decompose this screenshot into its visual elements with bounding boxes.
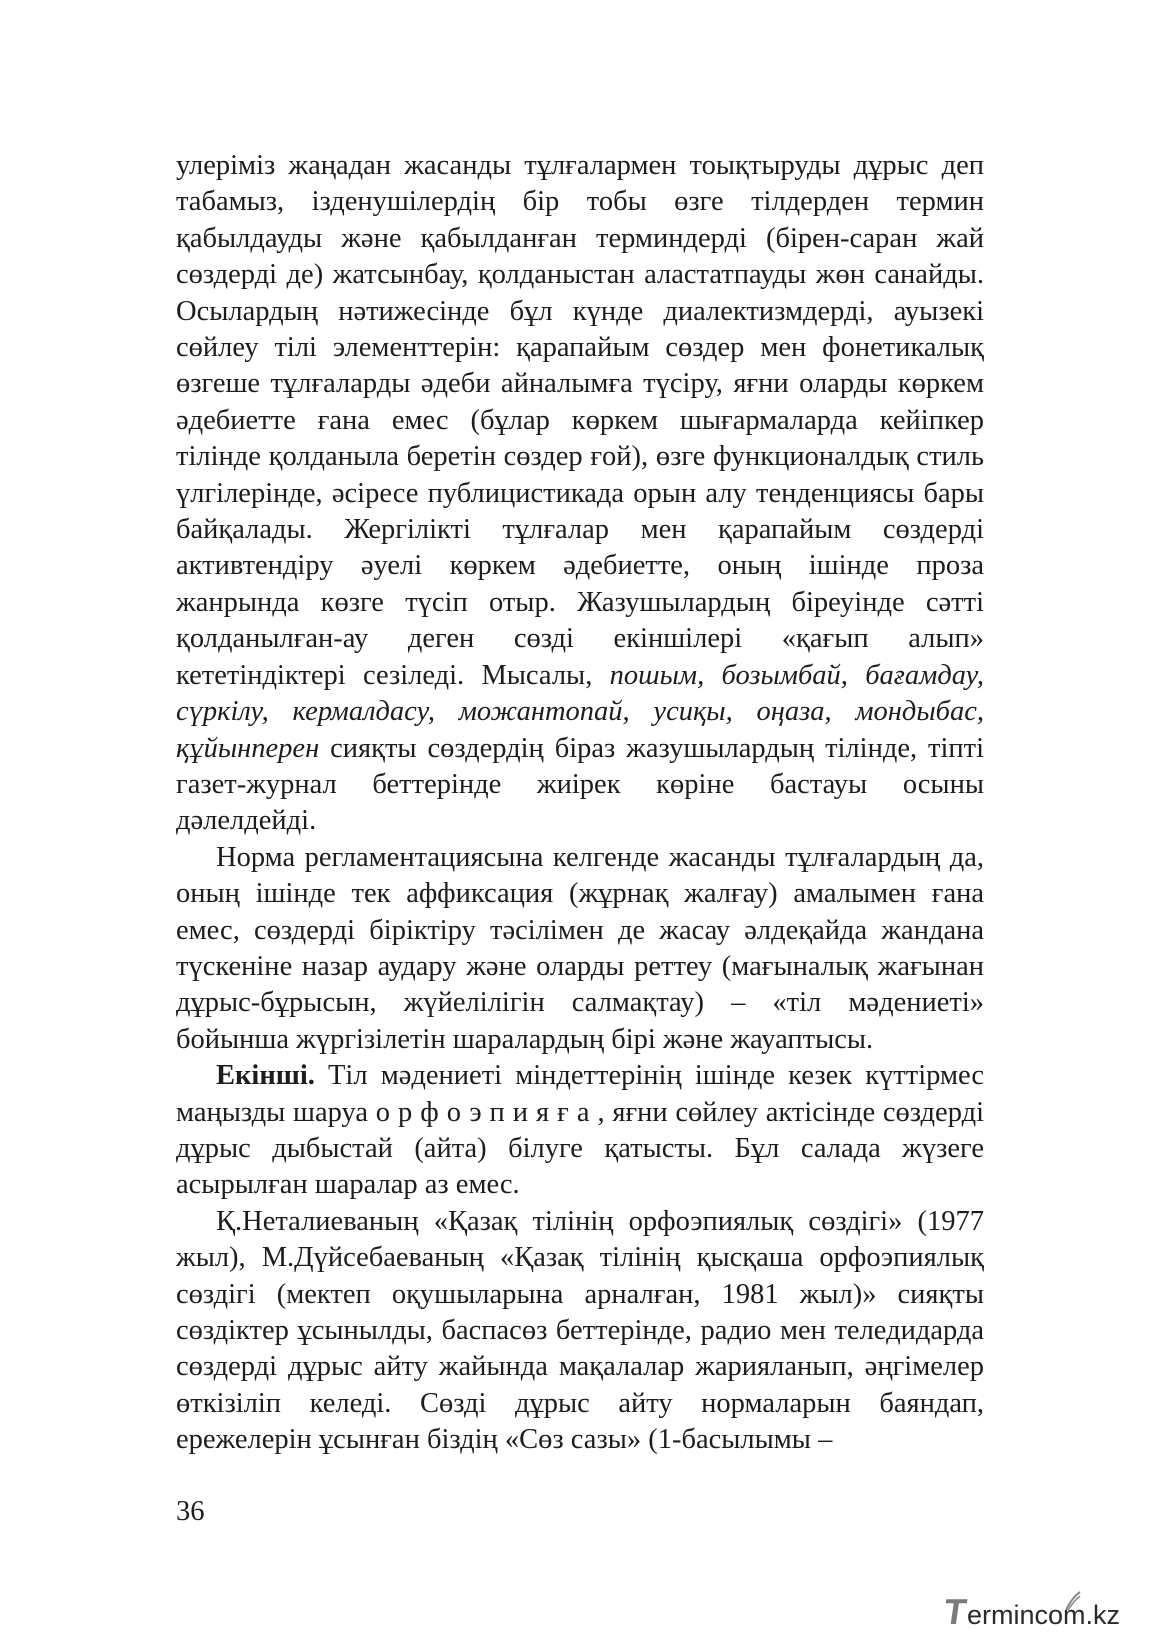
paragraph-continuation (176, 148, 984, 840)
page-body-text (176, 148, 984, 1459)
page-number: 36 (176, 1496, 205, 1527)
text-segment: сияқты сөздердің біраз жазушылардың тілінде, тіпті газет-журнал беттерінде жиірек көріне бастауы осыны дәлелдейді. (176, 732, 984, 837)
logo-letter-mark: T (941, 1591, 969, 1632)
bold-lead-word: Екінші. (216, 1060, 315, 1092)
paragraph-norm-regulation (176, 840, 984, 1058)
paragraph-dictionaries (176, 1204, 984, 1459)
logo-text: ermincom.kz (967, 1600, 1121, 1630)
text-segment: Тіл мәдениеті міндеттерінің ішінде кезек күттірмес маңызды шаруа (176, 1060, 984, 1128)
paragraph-second-point (176, 1058, 984, 1204)
text-segment: Қ.Неталиеваның «Қазақ тілінің орфоэпиялық сөздігі» (1977 жыл), М.Дүйсебаеваның «Қазақ тілінің қысқаша орфоэпиялық сөздігі (мектеп оқушыларына арналған, 1981 жыл)» сияқты сөздіктер ұсынылды, баспасөз беттерінде, радио мен теледидарда сөздерді дұрыс айту жайында мақалалар жарияланып, әңгімелер өткізіліп келеді. Сөзді дұрыс айту нормаларын баяндап, ережелерін ұсынған біздің «Сөз сазы» (1-басылымы – (176, 1205, 984, 1456)
text-segment: Норма регламентациясына келгенде жасанды тұлғалардың да, оның ішінде тек аффиксация (жұрнақ жалғау) амалымен ғана емес, сөздерді біріктіру тәсілімен де жасау әлдеқайда жандана түскеніне назар аудару және оларды реттеу (мағыналық жағынан дұрыс-бұрысын, жүйелілігін салмақтау) – «тіл мәдениеті» бойынша жүргізілетін шаралардың бірі және жауаптысы. (176, 841, 984, 1055)
site-logo (941, 1591, 1149, 1632)
italic-examples: пошым, бозымбай, бағамдау, сүркілу, кермалдасу, можантопай, усиқы, оңаза, мондыбас, құйынперен (176, 659, 984, 764)
text-segment: улеріміз жаңадан жасанды тұлғалармен тоықтыруды дұрыс деп табамыз, ізденушілердің бір тобы өзге тілдерден термин қабылдауды және қабылданған терминдерді (бірен-саран жай сөздерді де) жатсынбау, қолданыстан аластатпауды жөн санайды. Осылардың нәтижесінде бұл күнде диалектизмдерді, ауызекі сөйлеу тілі элементтерін: қарапайым сөздер мен фонетикалық өзгеше тұлғаларды әдеби айналымға түсіру, яғни оларды көркем әдебиетте ғана емес (бұлар көркем шығармаларда кейіпкер тілінде қолданыла беретін сөздер ғой), өзге функционалдық стиль үлгілерінде, әсіресе публицистикада орын алу тенденциясы бары байқалады. Жергілікті тұлғалар мен қарапайым сөздерді активтендіру әуелі көркем әдебиетте, оның ішінде проза жанрында көзге түсіп отыр. Жазушылардың біреуінде сәтті қолданылған-ау деген сөзді екіншілері «қағып алып» кететіндіктері сезіледі. Мысалы, (176, 150, 984, 691)
text-segment: , яғни сөйлеу актісінде сөздерді дұрыс дыбыстай (айта) білуге қатысты. Бұл салада жүзеге асырылған шаралар аз емес. (176, 1096, 984, 1201)
swoosh-icon (1064, 1590, 1082, 1612)
spaced-emphasis-word: орфоэпияға (375, 1096, 598, 1128)
